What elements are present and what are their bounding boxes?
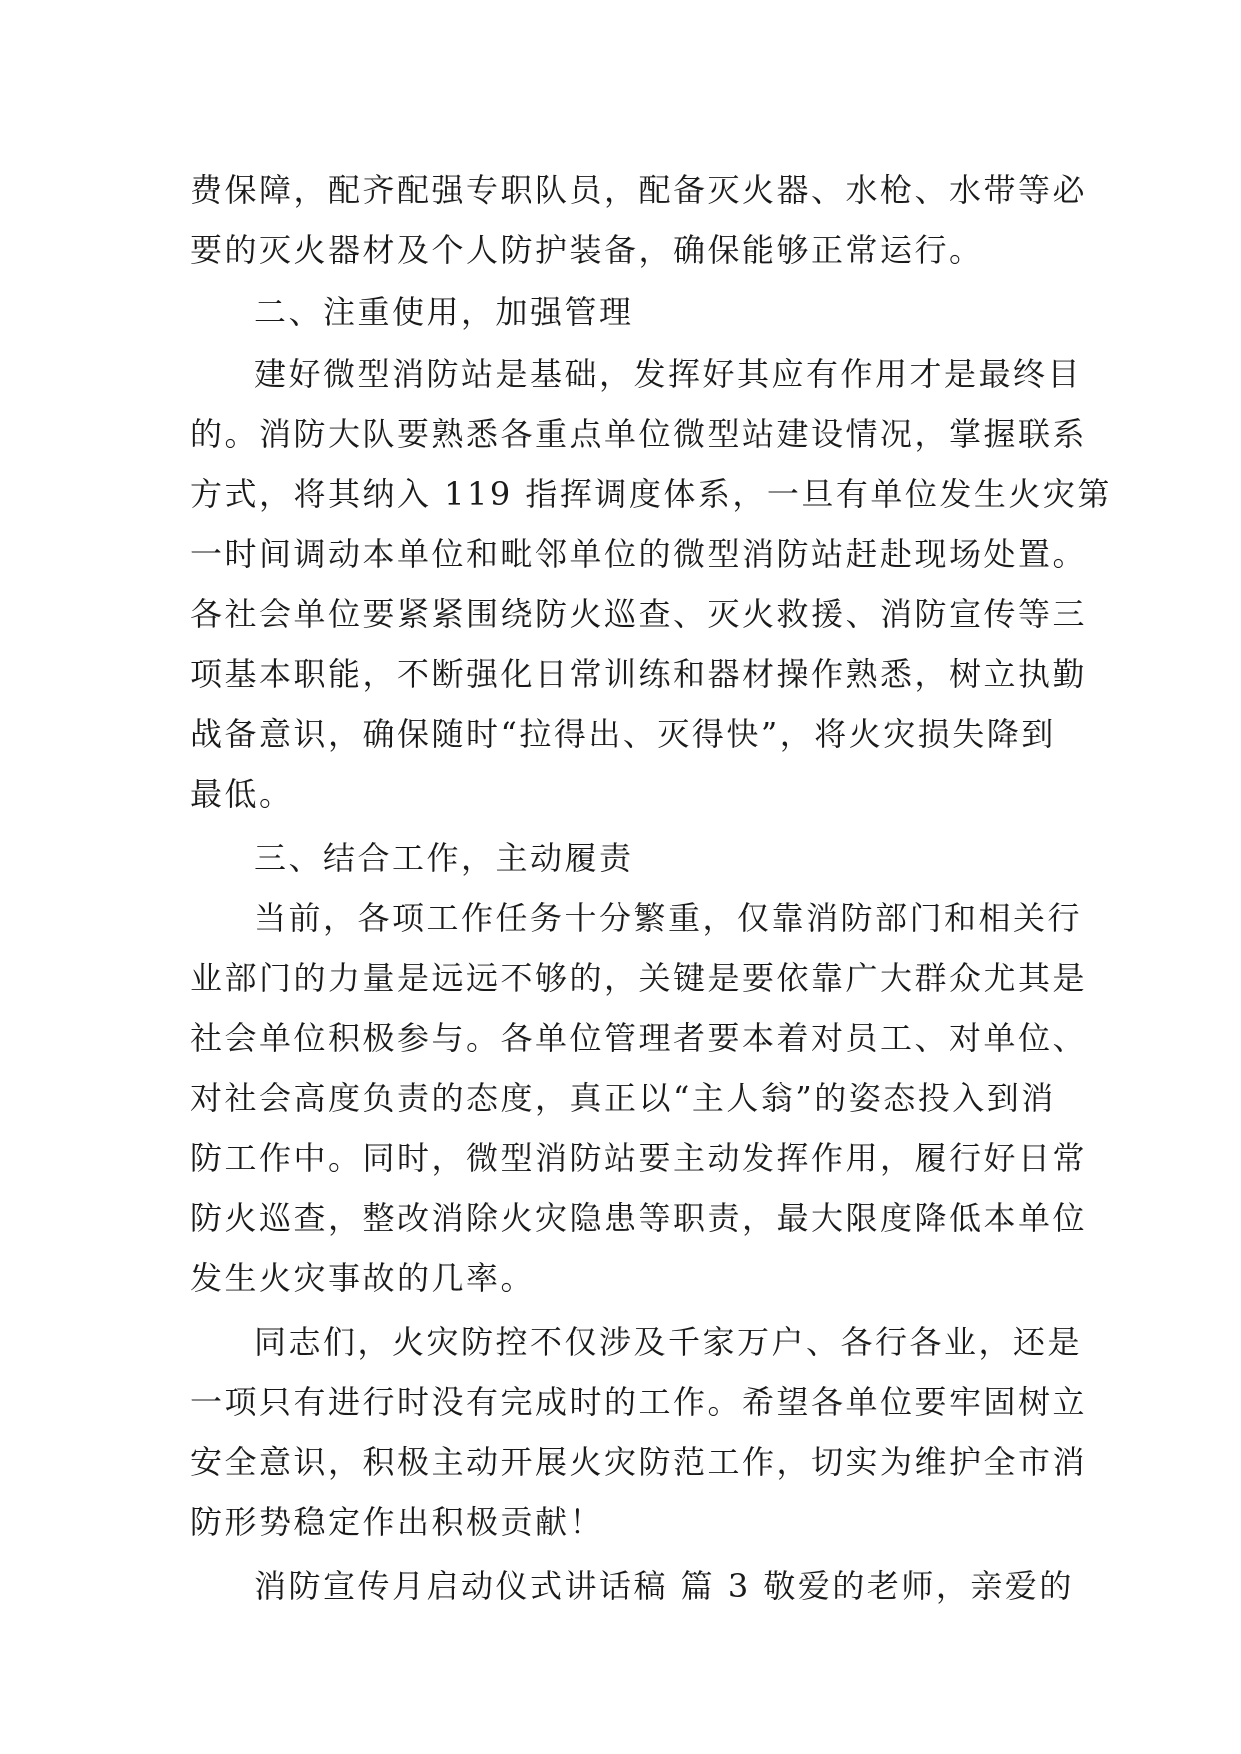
text-line: 安全意识，积极主动开展火灾防范工作，切实为维护全市消 (190, 1443, 1088, 1481)
text-line: 防工作中。同时，微型消防站要主动发挥作用，履行好日常 (190, 1139, 1088, 1177)
paragraph-start: 建好微型消防站是基础，发挥好其应有作用才是最终目 (254, 355, 1083, 393)
paragraph-start: 消防宣传月启动仪式讲话稿 篇 3 敬爱的老师，亲爱的 (254, 1567, 1074, 1605)
section-heading: 二、注重使用，加强管理 (254, 293, 634, 331)
text-line: 要的灭火器材及个人防护装备，确保能够正常运行。 (190, 231, 984, 269)
text-line: 各社会单位要紧紧围绕防火巡查、灭火救援、消防宣传等三 (190, 595, 1088, 633)
text-line: 的。消防大队要熟悉各重点单位微型站建设情况，掌握联系 (190, 415, 1088, 453)
text-line: 业部门的力量是远远不够的，关键是要依靠广大群众尤其是 (190, 959, 1088, 997)
text-line: 发生火灾事故的几率。 (190, 1259, 536, 1297)
text-line: 防火巡查，整改消除火灾隐患等职责，最大限度降低本单位 (190, 1199, 1088, 1237)
text-line: 对社会高度负责的态度，真正以“主人翁”的姿态投入到消 (190, 1079, 1056, 1117)
text-line: 防形势稳定作出积极贡献！ (190, 1503, 605, 1541)
text-line: 社会单位积极参与。各单位管理者要本着对员工、对单位、 (190, 1019, 1088, 1057)
paragraph-start: 同志们，火灾防控不仅涉及千家万户、各行各业，还是 (254, 1323, 1083, 1361)
text-line: 方式，将其纳入 119 指挥调度体系，一旦有单位发生火灾第 (190, 475, 1112, 513)
text-line: 费保障，配齐配强专职队员，配备灭火器、水枪、水带等必 (190, 171, 1088, 209)
text-line: 战备意识，确保随时“拉得出、灭得快”，将火灾损失降到 (190, 715, 1056, 753)
text-line: 项基本职能，不断强化日常训练和器材操作熟悉，树立执勤 (190, 655, 1088, 693)
text-line: 一项只有进行时没有完成时的工作。希望各单位要牢固树立 (190, 1383, 1088, 1421)
section-heading: 三、结合工作，主动履责 (254, 839, 634, 877)
paragraph-start: 当前，各项工作任务十分繁重，仅靠消防部门和相关行 (254, 899, 1083, 937)
text-line: 最低。 (190, 775, 294, 813)
text-line: 一时间调动本单位和毗邻单位的微型消防站赶赴现场处置。 (190, 535, 1088, 573)
